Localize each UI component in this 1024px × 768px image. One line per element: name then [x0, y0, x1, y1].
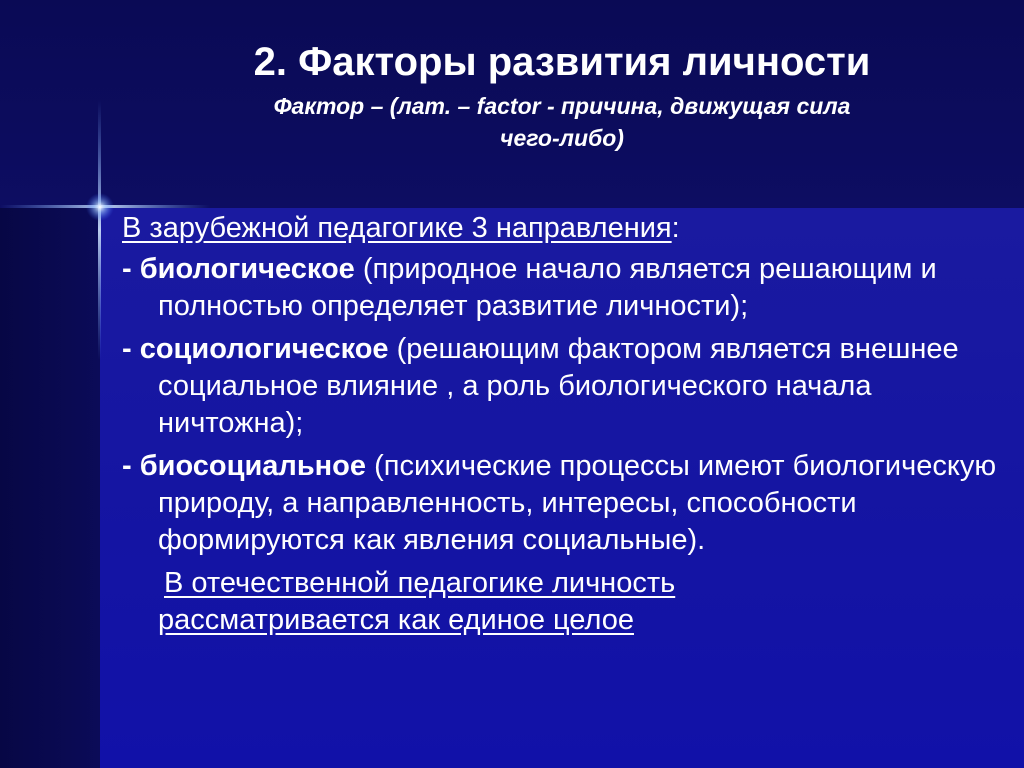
bullet-marker: -: [122, 333, 140, 365]
closing-statement: [122, 565, 1002, 639]
closing-line-1: В отечественной педагогике личность: [164, 567, 676, 599]
bullet-description: (решающим фактором является внешнее социальное влияние , а роль биологического начала ничтожна);: [158, 333, 959, 439]
bullet-marker: -: [122, 253, 140, 285]
slide-left-band: [0, 208, 100, 768]
bullet-term: социологическое: [139, 333, 389, 365]
intro-colon: :: [671, 212, 680, 244]
slide-body: [122, 210, 1002, 639]
closing-line-2: рассматривается как единое целое: [158, 604, 634, 636]
bullet-term: биологическое: [139, 253, 355, 285]
bullet-description: (природное начало является решающим и полностью определяет развитие личности);: [158, 253, 937, 322]
list-item: [122, 251, 1002, 325]
slide-subtitle: [100, 90, 1024, 154]
bullet-marker: -: [122, 450, 140, 482]
bullet-description: (психические процессы имеют биологическую природу, а направленность, интересы, способности формируются как явления социальные).: [158, 450, 997, 556]
intro-heading: В зарубежной педагогике 3 направления: [122, 212, 672, 244]
subtitle-line-1: Фактор – (лат. – factor - причина, движущая сила: [273, 93, 851, 119]
bullet-term: биосоциальное: [139, 450, 367, 482]
list-item: [122, 448, 1002, 559]
subtitle-line-2: чего-либо): [500, 125, 624, 151]
slide-title: 2. Факторы развития личности: [253, 40, 871, 84]
list-item: [122, 331, 1002, 442]
intro-line: [122, 210, 1002, 247]
